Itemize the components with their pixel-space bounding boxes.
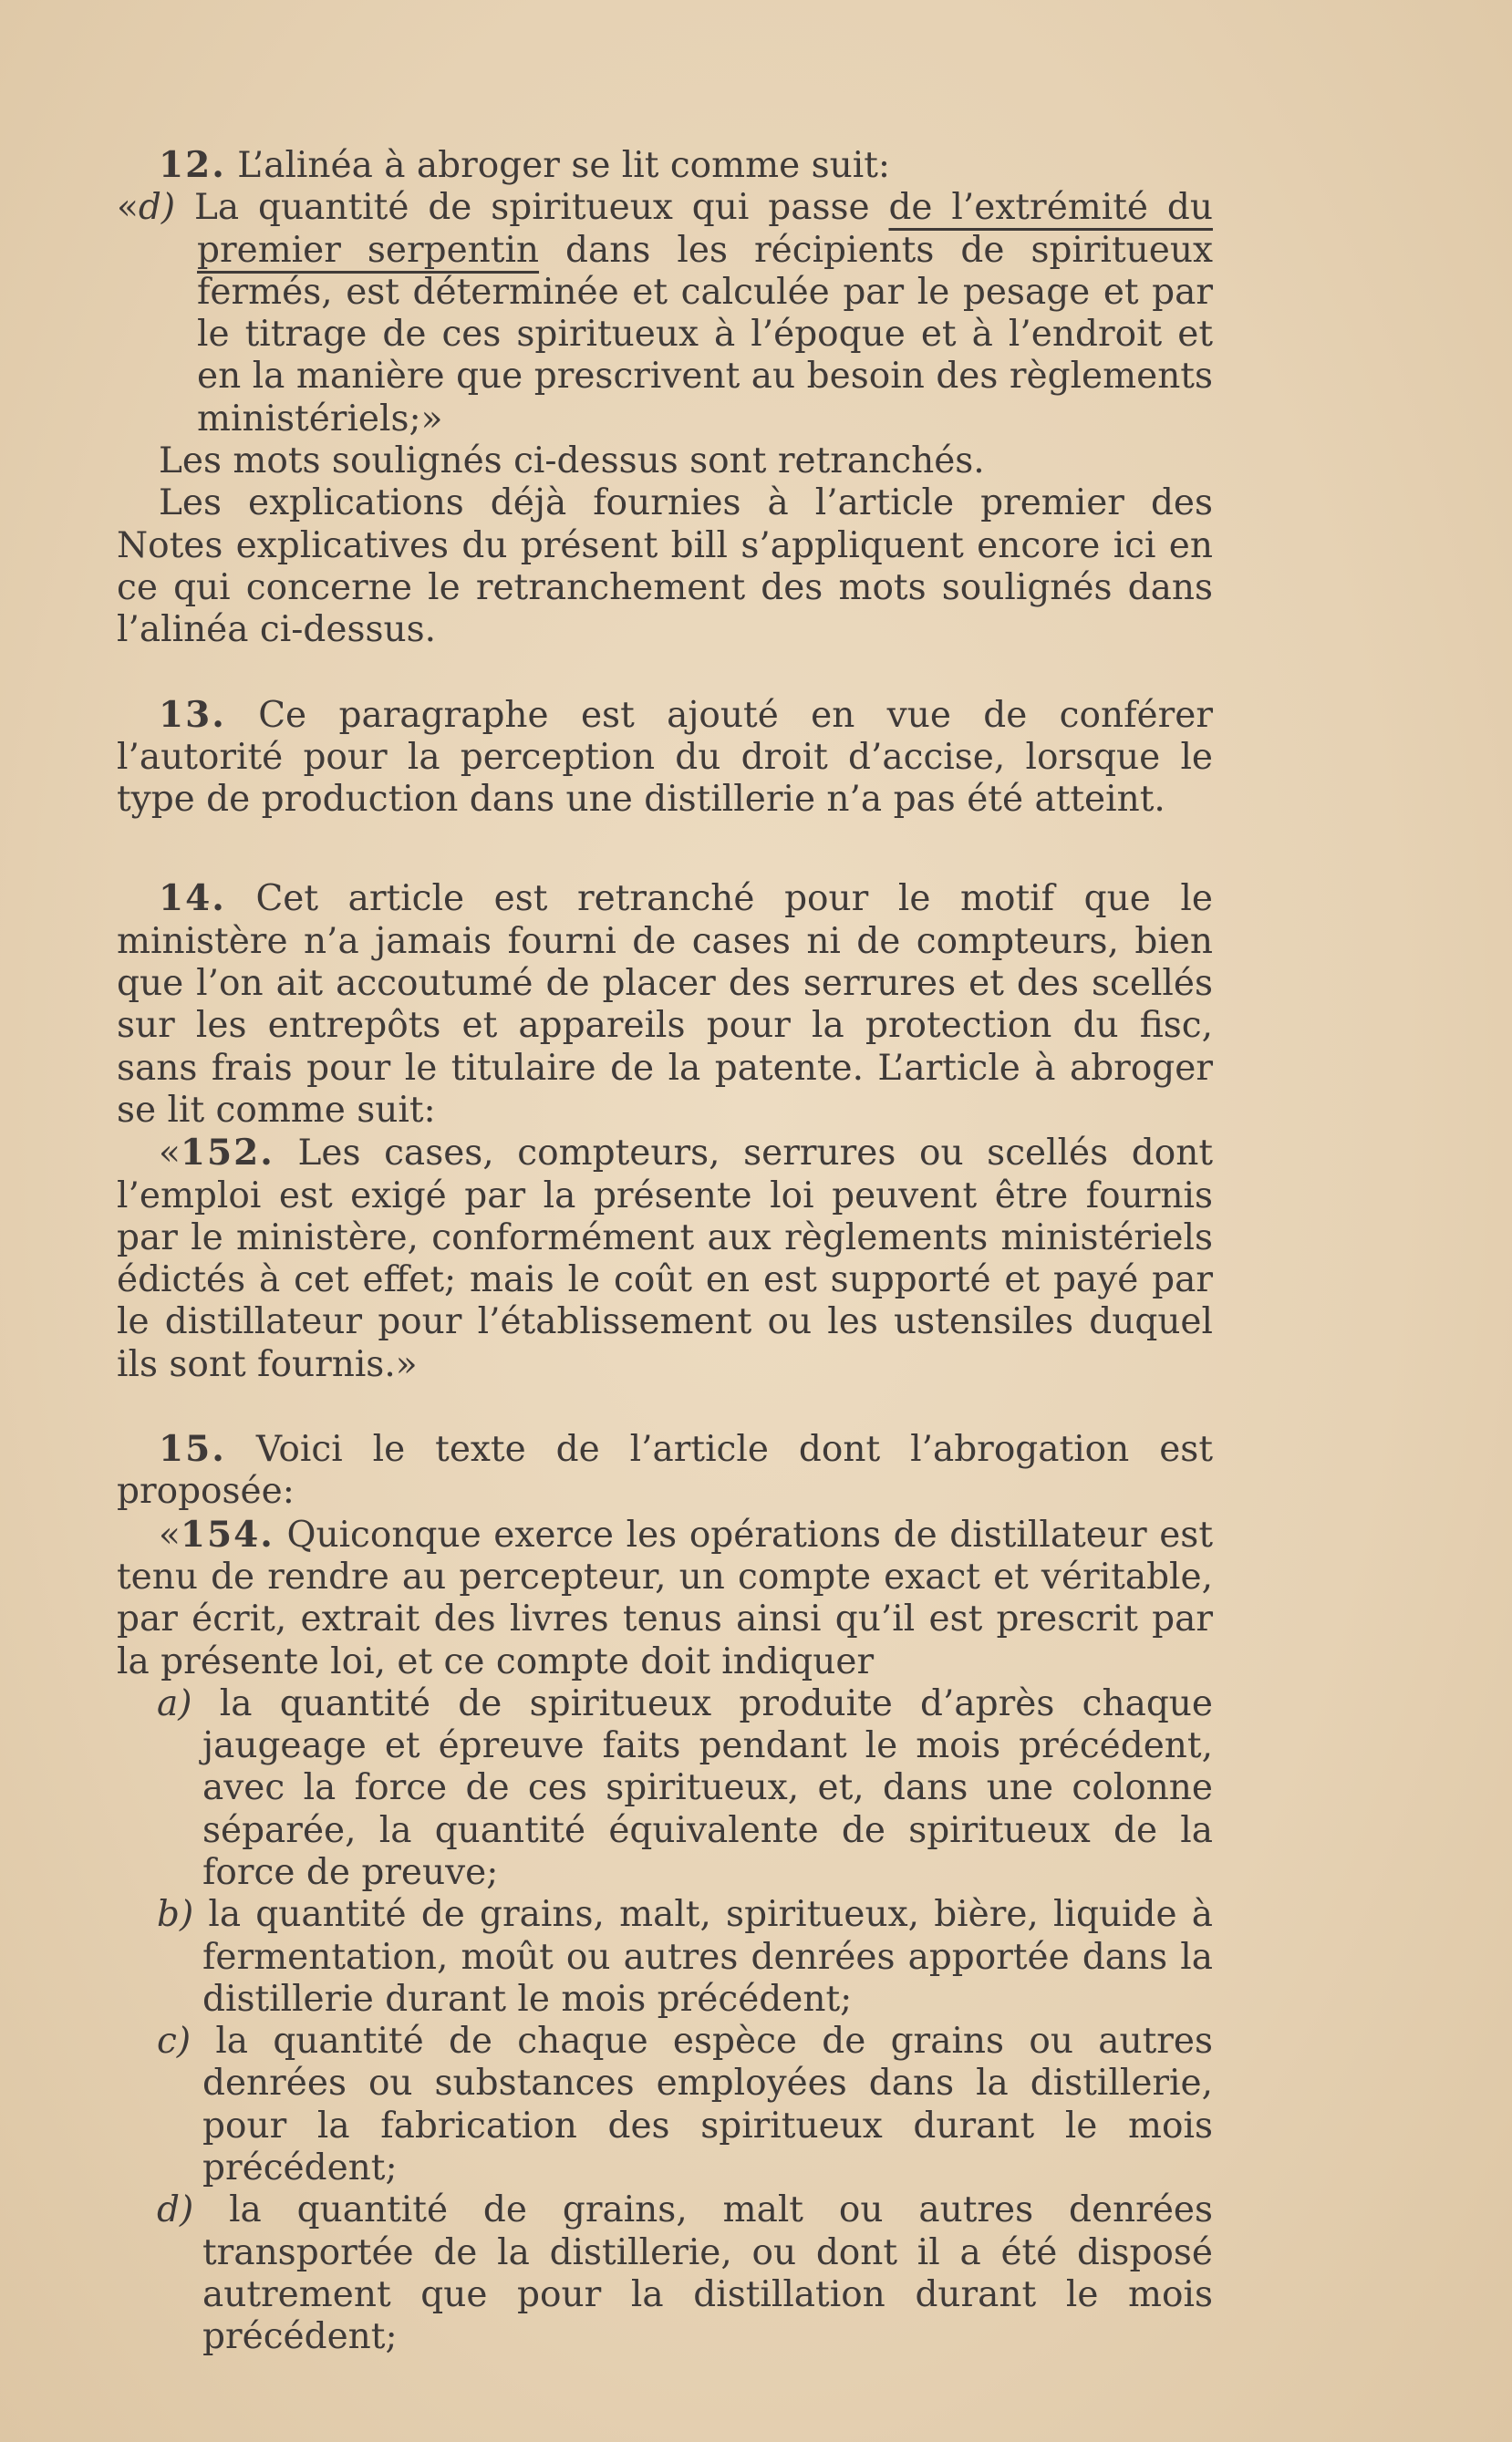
section-number: 15. [159, 1428, 226, 1471]
quote-mark: « [159, 1514, 181, 1556]
section-number: 14. [159, 877, 226, 920]
section-text: Voici le texte de l’article dont l’abrogation est proposée: [117, 1429, 1213, 1513]
list-item-d [117, 2189, 1213, 2358]
page-text [117, 144, 1213, 2359]
article-152-quote [117, 1132, 1213, 1386]
section-12-note: Les mots soulignés ci-dessus sont retranchés. [159, 440, 985, 482]
article-154-quote [117, 1514, 1213, 1683]
quote-text: Quiconque exerce les opérations de distillateur est tenu de rendre au percepteur, un compte exact et véritable, par écrit, extrait des livres tenus ainsi qu’il est prescrit par la présente loi, et ce compte doit indiquer [117, 1514, 1213, 1682]
item-text: la quantité de grains, malt, spiritueux, bière, liquide à fermentation, moût ou autres denrées apportée dans la distillerie durant le mois précédent; [193, 1894, 1213, 2020]
list-item-b [117, 1894, 1213, 2021]
section-text: Cet article est retranché pour le motif que le ministère n’a jamais fourni de cases ni de compteurs, bien que l’on ait accoutumé de placer des serrures et des scellés sur les entrepôts et appareils pour la protection du fisc, sans frais pour le titulaire de la patente. L’article à abroger se lit comme suit: [117, 878, 1213, 1131]
item-label: b) [157, 1894, 194, 1936]
list-item-c [117, 2021, 1213, 2189]
section-number: 12. [159, 144, 226, 186]
section-12-quote [117, 187, 1213, 440]
item-text: la quantité de chaque espèce de grains ou autres denrées ou substances employées dans la distillerie, pour la fabrication des spiritueux durant le mois précédent; [191, 2021, 1213, 2189]
list-item-a [117, 1683, 1213, 1894]
item-label: d) [157, 2189, 194, 2231]
paragraph-letter: d) [138, 187, 176, 229]
item-text: la quantité de grains, malt ou autres denrées transportée de la distillerie, ou dont il a été disposé autrement que pour la distillation durant le mois précédent; [193, 2189, 1213, 2358]
section-13 [117, 694, 1213, 822]
section-14 [117, 877, 1213, 1132]
article-number: 152. [180, 1132, 274, 1174]
quote-text: Les cases, compteurs, serrures ou scellés dont l’emploi est exigé par la présente loi peuvent être fournis par le ministère, conformément aux règlements ministériels édictés à cet effet; mais le coût en est supporté et payé par le distillateur pour l’établissement ou les ustensiles duquel ils sont fournis.» [117, 1133, 1213, 1385]
section-12-explanation: Les explications déjà fournies à l’article premier des Notes explicatives du présent bill s’appliquent encore ici en ce qui concerne le retranchement des mots soulignés dans l’alinéa ci-dessus. [117, 482, 1213, 651]
section-text: Ce paragraphe est ajouté en vue de conférer l’autorité pour la perception du droit d’accise, lorsque le type de production dans une distillerie n’a pas été atteint. [117, 694, 1213, 821]
section-text: L’alinéa à abroger se lit comme suit: [225, 145, 891, 186]
underlined-words: de l’extrémité du premier serpentin [197, 187, 1213, 271]
quote-text: dans les récipients de spiritueux fermés, est déterminée et calculée par le pesage et par le titrage de ces spiritueux à l’époque et à l’endroit et en la manière que prescrivent au besoin des règlements ministériels;» [197, 229, 1213, 440]
section-12-intro [117, 144, 1213, 187]
quote-mark: « [117, 187, 139, 229]
quote-mark: « [159, 1133, 181, 1174]
item-label: a) [157, 1682, 192, 1724]
section-number: 13. [159, 693, 226, 736]
item-label: c) [157, 2021, 192, 2063]
item-text: la quantité de spiritueux produite d’après chaque jaugeage et épreuve faits pendant le mois précédent, avec la force de ces spiritueux, et, dans une colonne séparée, la quantité équivalente de spiritueux de la force de preuve; [192, 1682, 1213, 1893]
section-15 [117, 1428, 1213, 1514]
quote-text: La quantité de spiritueux qui passe [175, 187, 889, 229]
article-number: 154. [180, 1513, 274, 1556]
